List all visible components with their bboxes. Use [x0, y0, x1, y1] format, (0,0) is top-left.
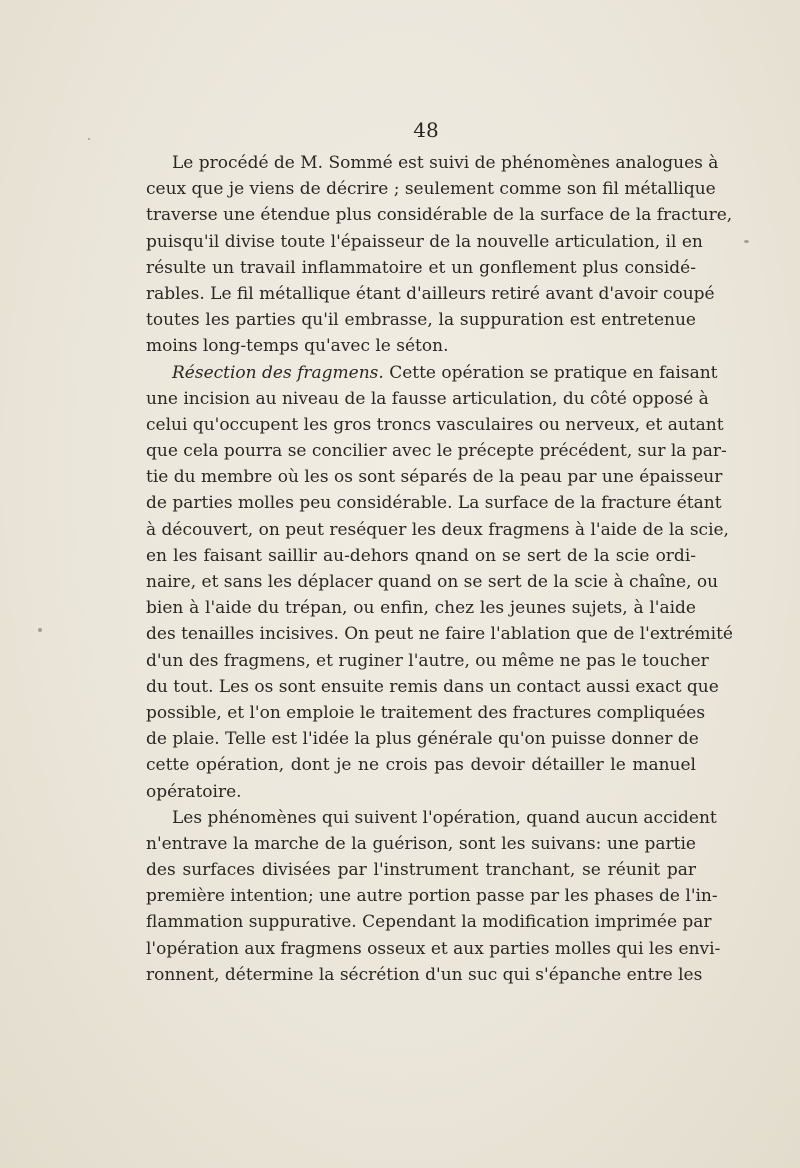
- text-line: Le procédé de M. Sommé est suivi de phénomènes analogues à: [172, 153, 719, 173]
- text-line: opératoire.: [146, 781, 242, 802]
- text-line: ceux que je viens de décrire ; seulement comme son fil métallique: [146, 179, 716, 200]
- text-line: de plaie. Telle est l'idée la plus générale qu'on puisse donner de: [146, 729, 699, 750]
- text-line: une incision au niveau de la fausse articulation, du côté opposé à: [146, 388, 709, 409]
- text-line: possible, et l'on emploie le traitement des fractures compliquées: [146, 702, 706, 723]
- text-line: d'un des fragmens, et ruginer l'autre, ou même ne pas le toucher: [146, 650, 709, 671]
- text-line: résulte un travail inflammatoire et un gonflement plus considé-: [146, 257, 696, 278]
- text-line: première intention; une autre portion passe par les phases de l'in-: [146, 886, 718, 907]
- text-line: Les phénomènes qui suivent l'opération, quand aucun accident: [172, 807, 717, 828]
- text-line: naire, et sans les déplacer quand on se sert de la scie à chaîne, ou: [146, 572, 719, 592]
- section-lead-line: [146, 360, 718, 386]
- text-line: flammation suppurative. Cependant la modification imprimée par: [146, 912, 712, 933]
- body-text: [146, 150, 733, 988]
- text-line: tie du membre où les os sont séparés de la peau par une épaisseur: [146, 467, 723, 488]
- text-line: de parties molles peu considérable. La surface de la fracture étant: [146, 493, 722, 514]
- text-line: que cela pourra se concilier avec le précepte précédent, sur la par-: [146, 441, 727, 462]
- text-line: celui qu'occupent les gros troncs vasculaires ou nerveux, et autant: [146, 414, 724, 435]
- text-line: cette opération, dont je ne crois pas devoir détailler le manuel: [146, 755, 696, 776]
- text-line: toutes les parties qu'il embrasse, la suppuration est entretenue: [146, 310, 696, 331]
- text-line: en les faisant saillir au-dehors qnand on se sert de la scie ordi-: [146, 545, 696, 566]
- ink-speck: [38, 628, 42, 632]
- text-line: rables. Le fil métallique étant d'ailleurs retiré avant d'avoir coupé: [146, 283, 715, 304]
- section-heading: Résection des fragmens.: [172, 362, 384, 383]
- ink-speck: [744, 240, 749, 243]
- text-line: du tout. Les os sont ensuite remis dans un contact aussi exact que: [146, 676, 719, 697]
- text-line: bien à l'aide du trépan, ou enfin, chez les jeunes sujets, à l'aide: [146, 598, 696, 619]
- text-line: moins long-temps qu'avec le séton.: [146, 336, 449, 357]
- text-line: traverse une étendue plus considérable de la surface de la fracture,: [146, 205, 733, 226]
- text-line: à découvert, on peut reséquer les deux fragmens à l'aide de la scie,: [146, 519, 729, 540]
- text-line: l'opération aux fragmens osseux et aux parties molles qui les envi-: [146, 938, 721, 959]
- page-number: 48: [413, 118, 439, 142]
- text-line: des tenailles incisives. On peut ne faire l'ablation que de l'extrémité: [146, 624, 733, 645]
- ink-speck: [88, 138, 90, 140]
- text-line: ronnent, détermine la sécrétion d'un suc qui s'épanche entre les: [146, 964, 703, 985]
- text-line: puisqu'il divise toute l'épaisseur de la nouvelle articulation, il en: [146, 231, 703, 252]
- text-line: des surfaces divisées par l'instrument tranchant, se réunit par: [146, 860, 696, 881]
- text-fragment: Cette opération se pratique en faisant: [383, 362, 718, 383]
- text-line: n'entrave la marche de la guérison, sont les suivans: une partie: [146, 833, 696, 854]
